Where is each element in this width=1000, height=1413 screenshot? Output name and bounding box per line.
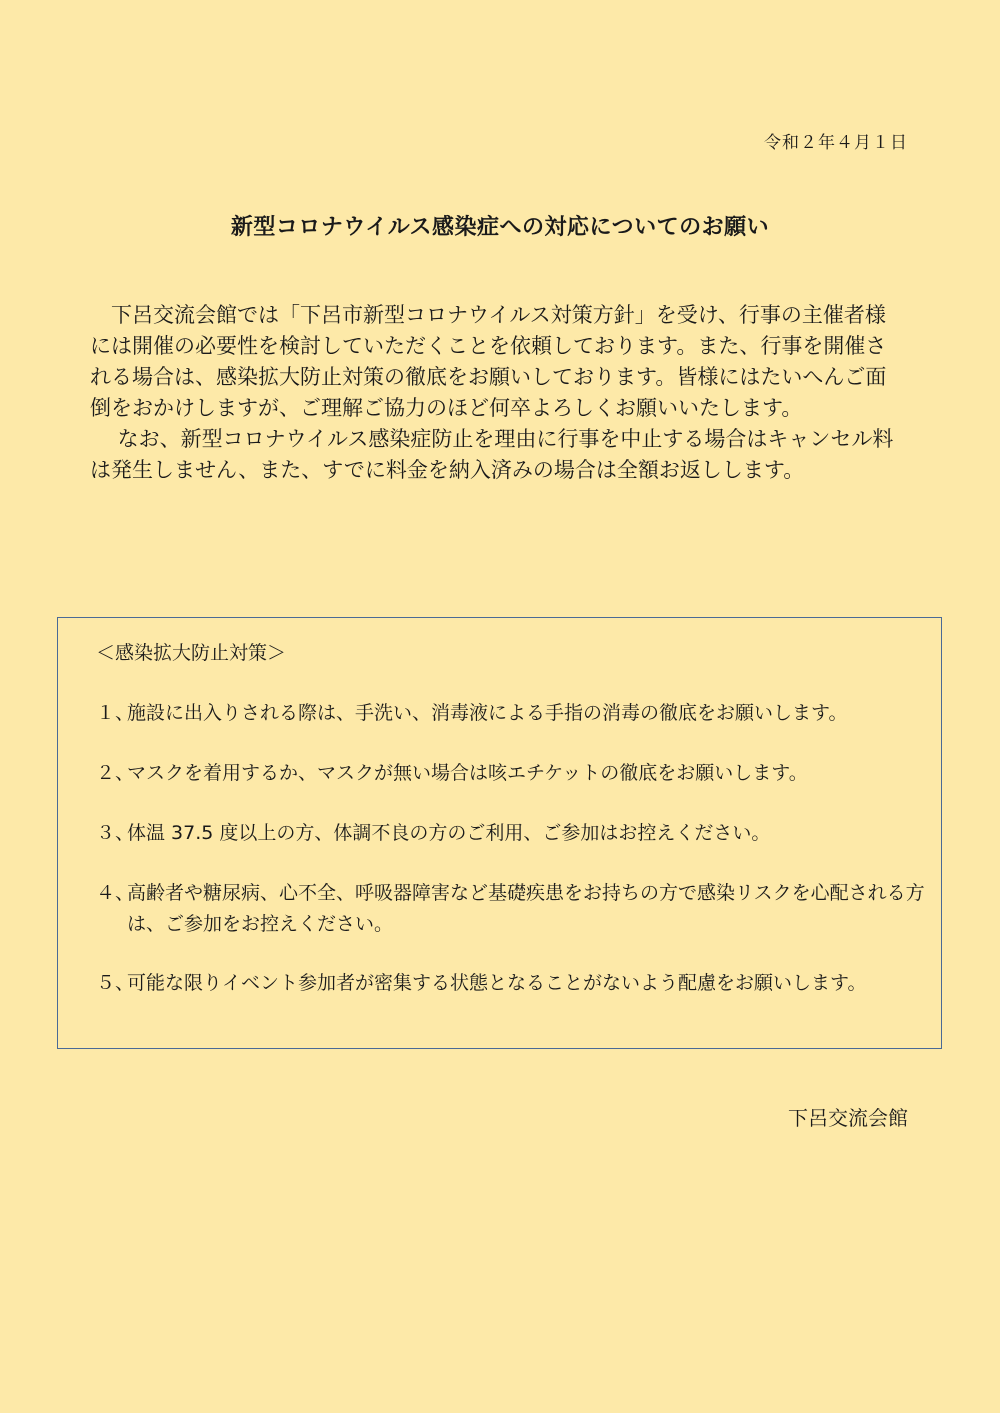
notice-title: 新型コロナウイルス感染症への対応についてのお願い bbox=[230, 215, 770, 240]
body-paragraph-2: なお、新型コロナウイルス感染症防止を理由に行事を中止する場合はキャンセル料は発生しません、また、すでに料金を納入済みの場合は全額お返しします。 bbox=[90, 427, 894, 482]
measure-number: ４、 bbox=[96, 882, 135, 904]
measure-text: マスクを着用するか、マスクが無い場合は咳エチケットの徹底をお願いします。 bbox=[127, 762, 808, 784]
measures-heading: ＜感染拡大防止対策＞ bbox=[96, 642, 287, 664]
measure-item-1 bbox=[96, 698, 926, 729]
measure-number: ２、 bbox=[96, 762, 135, 784]
signature: 下呂交流会館 bbox=[788, 1106, 908, 1130]
measure-item-3 bbox=[96, 818, 926, 849]
measures-box bbox=[57, 617, 942, 1049]
measure-text: 高齢者や糖尿病、心不全、呼吸器障害など基礎疾患をお持ちの方で感染リスクを心配される方は、ご参加をお控えください。 bbox=[127, 882, 925, 935]
measure-number: １、 bbox=[96, 702, 135, 724]
measure-item-5 bbox=[96, 968, 926, 999]
measure-number: ３、 bbox=[96, 822, 135, 844]
notice-body bbox=[90, 300, 905, 486]
measure-text: 施設に出入りされる際は、手洗い、消毒液による手指の消毒の徹底をお願いします。 bbox=[127, 702, 848, 724]
measure-text: 体温 37.5 度以上の方、体調不良の方のご利用、ご参加はお控えください。 bbox=[127, 822, 771, 844]
measure-item-2 bbox=[96, 758, 926, 789]
measure-text: 可能な限りイベント参加者が密集する状態となることがないよう配慮をお願いします。 bbox=[127, 972, 867, 994]
notice-date: 令和２年４月１日 bbox=[764, 133, 908, 153]
measure-number: ５、 bbox=[96, 972, 135, 994]
body-paragraph-1: 下呂交流会館では「下呂市新型コロナウイルス対策方針」を受け、行事の主催者様には開催の必要性を検討していただくことを依頼しております。また、行事を開催される場合は、感染拡大防止対策の徹底をお願いしております。皆様にはたいへんご面倒をおかけしますが、ご理解ご協力のほど何卒よろしくお願いいたします。 bbox=[90, 303, 887, 420]
measure-item-4 bbox=[96, 878, 926, 940]
